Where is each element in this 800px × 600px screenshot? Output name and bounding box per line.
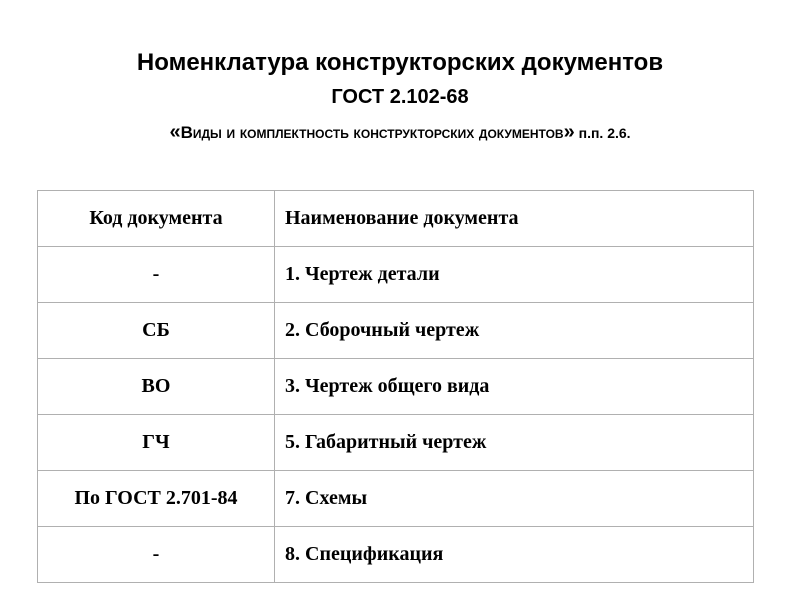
document-name-cell: 2. Сборочный чертеж bbox=[275, 303, 754, 359]
table-row bbox=[38, 303, 754, 359]
document-name-cell: 3. Чертеж общего вида bbox=[275, 359, 754, 415]
document-name-cell: 8. Спецификация bbox=[275, 527, 754, 583]
document-name-cell: 1. Чертеж детали bbox=[275, 247, 754, 303]
document-code-cell: СБ bbox=[38, 303, 275, 359]
document-nomenclature-table bbox=[37, 190, 754, 583]
document-code-cell: ГЧ bbox=[38, 415, 275, 471]
standard-reference: ГОСТ 2.102-68 bbox=[331, 86, 469, 108]
subtitle-text: Виды и комплектность конструкторских документов bbox=[180, 123, 564, 142]
subtitle-open-quote: « bbox=[169, 121, 181, 143]
subtitle-close-quote: » bbox=[563, 121, 575, 143]
table-row bbox=[38, 415, 754, 471]
table-row bbox=[38, 247, 754, 303]
document-code-cell: По ГОСТ 2.701-84 bbox=[38, 471, 275, 527]
column-header-code: Код документа bbox=[38, 191, 275, 247]
table-row bbox=[38, 471, 754, 527]
table-header-row bbox=[38, 191, 754, 247]
document-code-cell: ВО bbox=[38, 359, 275, 415]
column-header-name: Наименование документа bbox=[275, 191, 754, 247]
document-code-cell: - bbox=[38, 247, 275, 303]
page-subtitle bbox=[0, 120, 800, 145]
page-title: Номенклатура конструкторских документов bbox=[136, 49, 664, 76]
document-name-cell: 5. Габаритный чертеж bbox=[275, 415, 754, 471]
table-row bbox=[38, 359, 754, 415]
table-row bbox=[38, 527, 754, 583]
subtitle-clause-reference: п.п. 2.6. bbox=[574, 125, 631, 141]
document-name-cell: 7. Схемы bbox=[275, 471, 754, 527]
document-code-cell: - bbox=[38, 527, 275, 583]
